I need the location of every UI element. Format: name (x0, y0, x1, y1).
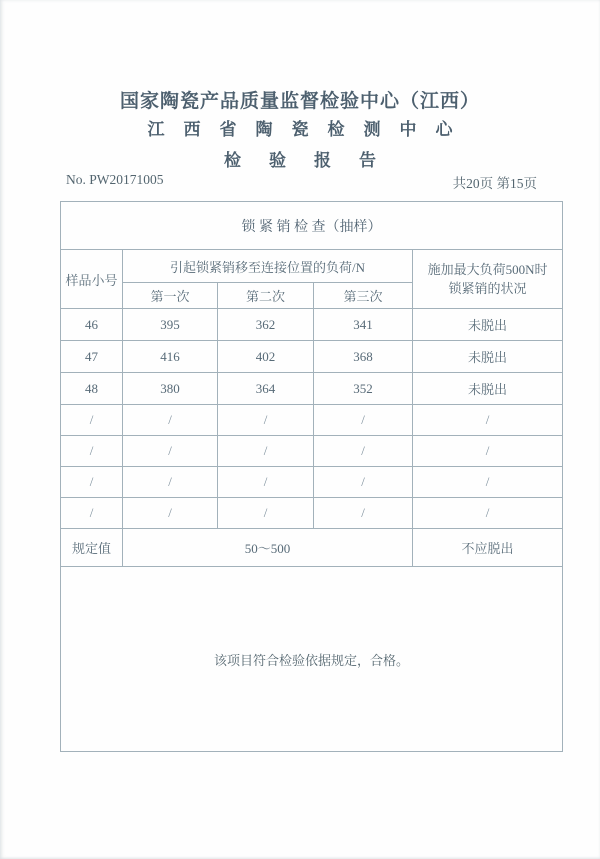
load-cell: 341 (314, 309, 413, 341)
table-row (61, 405, 563, 436)
report-title: 检验报告 (224, 151, 404, 170)
load-cell: 368 (314, 341, 413, 373)
table-title: 锁 紧 销 检 查（抽样） (61, 202, 563, 250)
load-cell: 416 (123, 341, 218, 373)
load-cell: / (314, 436, 413, 467)
load-cell: / (123, 405, 218, 436)
sample-cell: 46 (61, 309, 123, 341)
status-cell: / (413, 467, 563, 498)
table-row (61, 341, 563, 373)
load-group-header: 引起锁紧销移至连接位置的负荷/N (123, 250, 413, 283)
conclusion-note: 该项目符合检验依据规定，合格。 (61, 567, 563, 752)
load-cell: / (218, 467, 314, 498)
spec-range: 50～500 (123, 529, 413, 567)
sample-cell: / (61, 405, 123, 436)
trial-1-header: 第一次 (123, 283, 218, 309)
status-header-line1: 施加最大负荷500N时 (427, 262, 548, 277)
load-cell: 364 (218, 373, 314, 405)
sample-cell: 48 (61, 373, 123, 405)
spec-status: 不应脱出 (413, 529, 563, 567)
load-cell: 380 (123, 373, 218, 405)
trial-3-header: 第三次 (314, 283, 413, 309)
load-cell: 362 (218, 309, 314, 341)
table-row (61, 436, 563, 467)
load-cell: / (218, 436, 314, 467)
trial-2-header: 第二次 (218, 283, 314, 309)
table-row (61, 309, 563, 341)
table-title-row (61, 202, 563, 250)
load-cell: / (314, 405, 413, 436)
org-name-primary: 国家陶瓷产品质量监督检验中心（江西） (119, 91, 480, 112)
load-cell: / (218, 405, 314, 436)
status-cell: 未脱出 (413, 309, 563, 341)
load-cell: / (123, 498, 218, 529)
page-indicator: 共20页 第15页 (452, 176, 537, 191)
conclusion-row (61, 567, 563, 752)
load-cell: / (314, 467, 413, 498)
table-row (61, 373, 563, 405)
report-number: No. PW20171005 (66, 172, 164, 187)
spec-label: 规定值 (61, 529, 123, 567)
inspection-table (60, 201, 563, 752)
load-cell: / (314, 498, 413, 529)
load-cell: / (123, 467, 218, 498)
report-meta (66, 172, 537, 192)
table-header-row (61, 250, 563, 283)
status-header-line2: 锁紧销的状况 (448, 281, 527, 296)
load-cell: / (123, 436, 218, 467)
status-cell: / (413, 436, 563, 467)
status-cell: / (413, 498, 563, 529)
status-cell: / (413, 405, 563, 436)
sample-cell: / (61, 467, 123, 498)
sample-number-header: 样品小号 (61, 250, 123, 309)
sample-cell: / (61, 498, 123, 529)
status-header (413, 250, 563, 309)
load-cell: 352 (314, 373, 413, 405)
load-cell: / (218, 498, 314, 529)
spec-row (61, 529, 563, 567)
sample-cell: / (61, 436, 123, 467)
org-name-secondary: 江西省陶瓷检测中心 (147, 120, 472, 139)
load-cell: 402 (218, 341, 314, 373)
status-cell: 未脱出 (413, 341, 563, 373)
status-cell: 未脱出 (413, 373, 563, 405)
load-cell: 395 (123, 309, 218, 341)
sample-cell: 47 (61, 341, 123, 373)
table-row (61, 498, 563, 529)
table-row (61, 467, 563, 498)
